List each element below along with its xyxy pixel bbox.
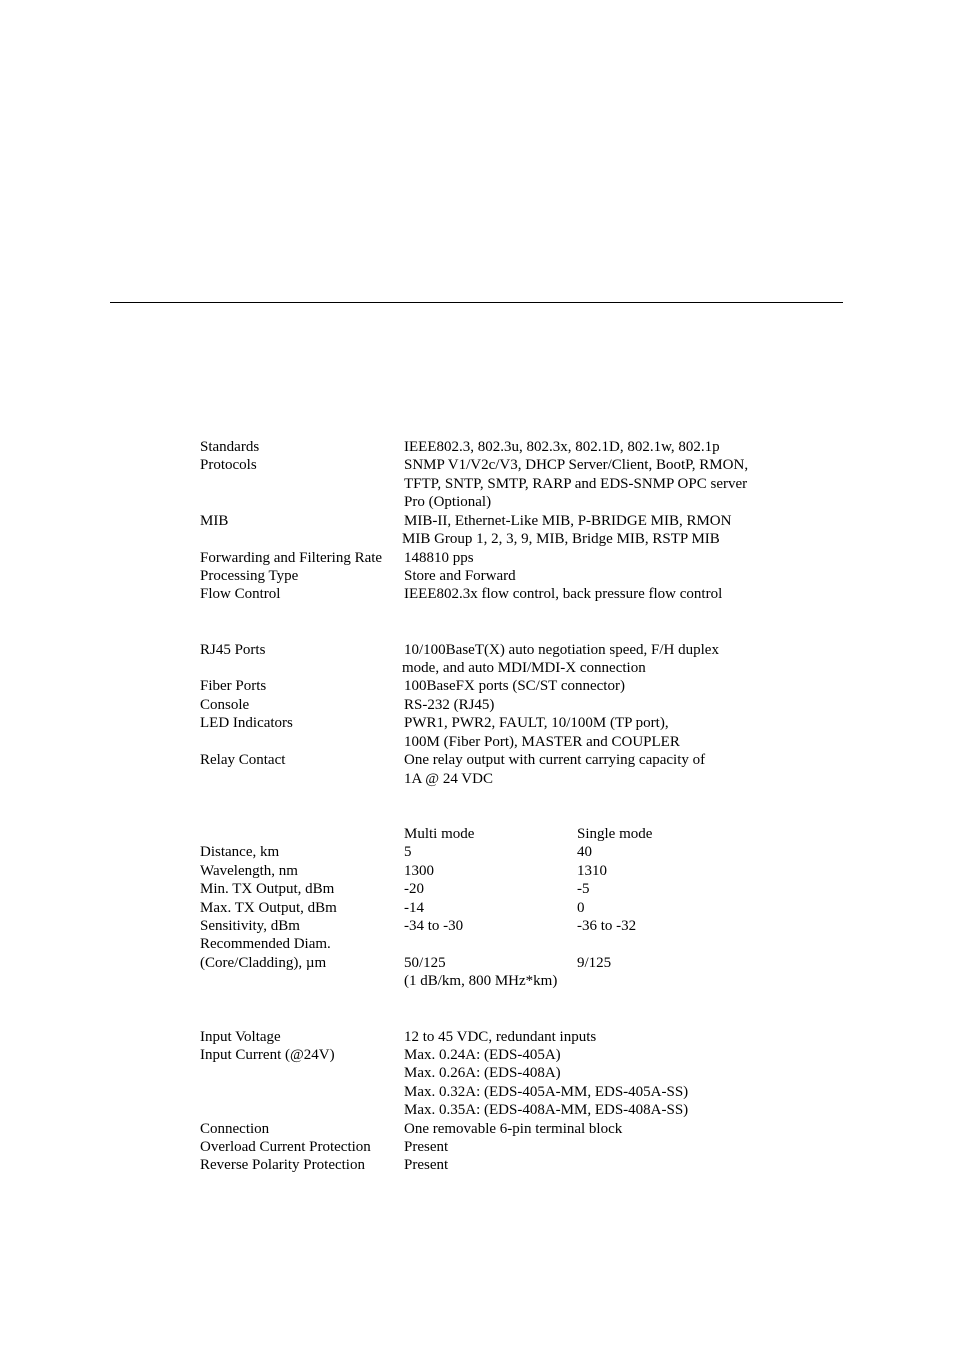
- spec-value: mode, and auto MDI/MDI-X connection: [402, 660, 646, 676]
- multi-value: 1300: [404, 863, 434, 879]
- spec-label: Relay Contact: [200, 752, 286, 768]
- spec-row-input-current-cont: [0, 1083, 954, 1102]
- spec-value: Max. 0.24A: (EDS-405A): [404, 1047, 561, 1063]
- spec-label: Fiber Ports: [200, 678, 267, 694]
- spec-label: Input Voltage: [200, 1029, 281, 1045]
- spec-row-led: [0, 714, 954, 733]
- single-value: 40: [577, 844, 592, 860]
- multi-value: 5: [404, 844, 412, 860]
- single-value: 9/125: [577, 955, 612, 971]
- spec-label: Console: [200, 697, 250, 713]
- spec-label: Protocols: [200, 457, 257, 473]
- multi-value: 50/125: [404, 955, 446, 971]
- spec-row-flow-control: [0, 585, 954, 604]
- spec-row-reverse-polarity: [0, 1156, 954, 1175]
- optical-row: [0, 899, 954, 918]
- spec-value: 148810 pps: [404, 550, 474, 566]
- optical-header-row: [0, 825, 954, 844]
- spec-label: Distance, km: [200, 844, 280, 860]
- spec-label: Min. TX Output, dBm: [200, 881, 335, 897]
- spec-value: Max. 0.26A: (EDS-408A): [404, 1065, 561, 1081]
- spec-label: LED Indicators: [200, 715, 293, 731]
- spec-row-forwarding: [0, 549, 954, 568]
- spec-row-connection: [0, 1120, 954, 1139]
- spec-row-overload: [0, 1138, 954, 1157]
- spec-label: Overload Current Protection: [200, 1139, 371, 1155]
- spec-label: Processing Type: [200, 568, 299, 584]
- spec-row-input-voltage: [0, 1028, 954, 1047]
- spec-value: MIB Group 1, 2, 3, 9, MIB, Bridge MIB, RSTP MIB: [402, 531, 720, 547]
- multi-value: -14: [404, 900, 424, 916]
- spec-row-protocols-cont: [0, 493, 954, 512]
- spec-value: One removable 6-pin terminal block: [404, 1121, 623, 1137]
- spec-label: Sensitivity, dBm: [200, 918, 300, 934]
- optical-row-diam-cont: [0, 954, 954, 973]
- column-header-single: Single mode: [577, 826, 653, 842]
- spec-row-processing: [0, 567, 954, 586]
- spec-value: IEEE802.3, 802.3u, 802.3x, 802.1D, 802.1w, 802.1p: [404, 439, 720, 455]
- spec-row-rj45-cont: [0, 659, 954, 678]
- spec-value: 10/100BaseT(X) auto negotiation speed, F/H duplex: [404, 642, 719, 658]
- spec-value: SNMP V1/V2c/V3, DHCP Server/Client, BootP, RMON,: [404, 457, 749, 473]
- spec-value: 100M (Fiber Port), MASTER and COUPLER: [404, 734, 680, 750]
- spec-label: Reverse Polarity Protection: [200, 1157, 365, 1173]
- spec-row-standards: [0, 438, 954, 457]
- diam-note: (1 dB/km, 800 MHz*km): [404, 973, 558, 989]
- single-value: -36 to -32: [577, 918, 637, 934]
- spec-label: Recommended Diam.: [200, 936, 331, 952]
- spec-value: TFTP, SNTP, SMTP, RARP and EDS-SNMP OPC server: [404, 476, 748, 492]
- spec-value: Max. 0.35A: (EDS-408A-MM, EDS-408A-SS): [404, 1102, 689, 1118]
- spec-value: Present: [404, 1157, 449, 1173]
- spec-label: Wavelength, nm: [200, 863, 298, 879]
- spec-label: Forwarding and Filtering Rate: [200, 550, 383, 566]
- optical-row: [0, 880, 954, 899]
- optical-row: [0, 862, 954, 881]
- spec-label: Input Current (@24V): [200, 1047, 335, 1063]
- spec-value: PWR1, PWR2, FAULT, 10/100M (TP port),: [404, 715, 669, 731]
- spec-row-protocols: [0, 456, 954, 475]
- spec-row-mib-cont: [0, 530, 954, 549]
- optical-row-diam-note: [0, 972, 954, 991]
- spec-value: 100BaseFX ports (SC/ST connector): [404, 678, 625, 694]
- spec-label: Connection: [200, 1121, 270, 1137]
- horizontal-rule: [110, 302, 843, 303]
- spec-label: (Core/Cladding), µm: [200, 955, 327, 971]
- optical-row: [0, 917, 954, 936]
- spec-row-console: [0, 696, 954, 715]
- single-value: -5: [577, 881, 590, 897]
- spec-value: MIB-II, Ethernet-Like MIB, P-BRIDGE MIB, RMON: [404, 513, 732, 529]
- optical-row: [0, 843, 954, 862]
- spec-row-relay-cont: [0, 770, 954, 789]
- spec-row-input-current-cont: [0, 1064, 954, 1083]
- column-header-multi: Multi mode: [404, 826, 475, 842]
- spec-value: 1A @ 24 VDC: [404, 771, 493, 787]
- spec-label: RJ45 Ports: [200, 642, 266, 658]
- spec-row-led-cont: [0, 733, 954, 752]
- spec-row-rj45: [0, 641, 954, 660]
- spec-value: IEEE802.3x flow control, back pressure flow control: [404, 586, 723, 602]
- spec-value: Present: [404, 1139, 449, 1155]
- spec-label: Standards: [200, 439, 260, 455]
- single-value: 1310: [577, 863, 607, 879]
- spec-row-input-current-cont: [0, 1101, 954, 1120]
- spec-label: Flow Control: [200, 586, 281, 602]
- spec-value: Store and Forward: [404, 568, 516, 584]
- spec-value: One relay output with current carrying capacity of: [404, 752, 706, 768]
- spec-value: Max. 0.32A: (EDS-405A-MM, EDS-405A-SS): [404, 1084, 689, 1100]
- spec-label: MIB: [200, 513, 229, 529]
- spec-row-input-current: [0, 1046, 954, 1065]
- single-value: 0: [577, 900, 585, 916]
- spec-value: RS-232 (RJ45): [404, 697, 495, 713]
- multi-value: -34 to -30: [404, 918, 464, 934]
- spec-label: Max. TX Output, dBm: [200, 900, 337, 916]
- spec-row-mib: [0, 512, 954, 531]
- spec-row-fiber: [0, 677, 954, 696]
- spec-value: Pro (Optional): [404, 494, 492, 510]
- spec-row-protocols-cont: [0, 475, 954, 494]
- multi-value: -20: [404, 881, 424, 897]
- optical-row-diam: [0, 935, 954, 954]
- spec-value: 12 to 45 VDC, redundant inputs: [404, 1029, 597, 1045]
- spec-row-relay: [0, 751, 954, 770]
